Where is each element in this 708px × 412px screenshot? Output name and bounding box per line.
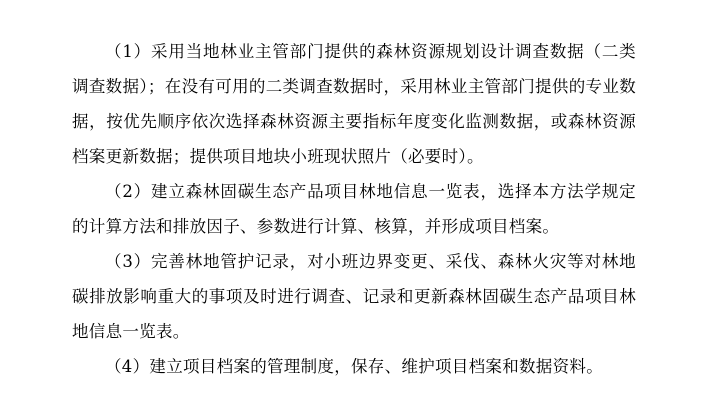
document-body [72,34,636,384]
paragraph-item-2: （2）建立森林固碳生态产品项目林地信息一览表，选择本方法学规定的计算方法和排放因子、参数进行计算、核算，并形成项目档案。 [72,182,636,236]
paragraph-item-3: （3）完善林地管护记录，对小班边界变更、采伐、森林火灾等对林地碳排放影响重大的事项及时进行调查、记录和更新森林固碳生态产品项目林地信息一览表。 [72,252,636,341]
paragraph-item-4: （4）建立项目档案的管理制度，保存、维护项目档案和数据资料。 [105,357,603,376]
paragraph-item-1: （1）采用当地林业主管部门提供的森林资源规划设计调查数据（二类调查数据）；在没有可用的二类调查数据时，采用林业主管部门提供的专业数据，按优先顺序依次选择森林资源主要指标年度变化监测数据，或森林资源档案更新数据；提供项目地块小班现状照片（必要时）。 [72,42,636,166]
